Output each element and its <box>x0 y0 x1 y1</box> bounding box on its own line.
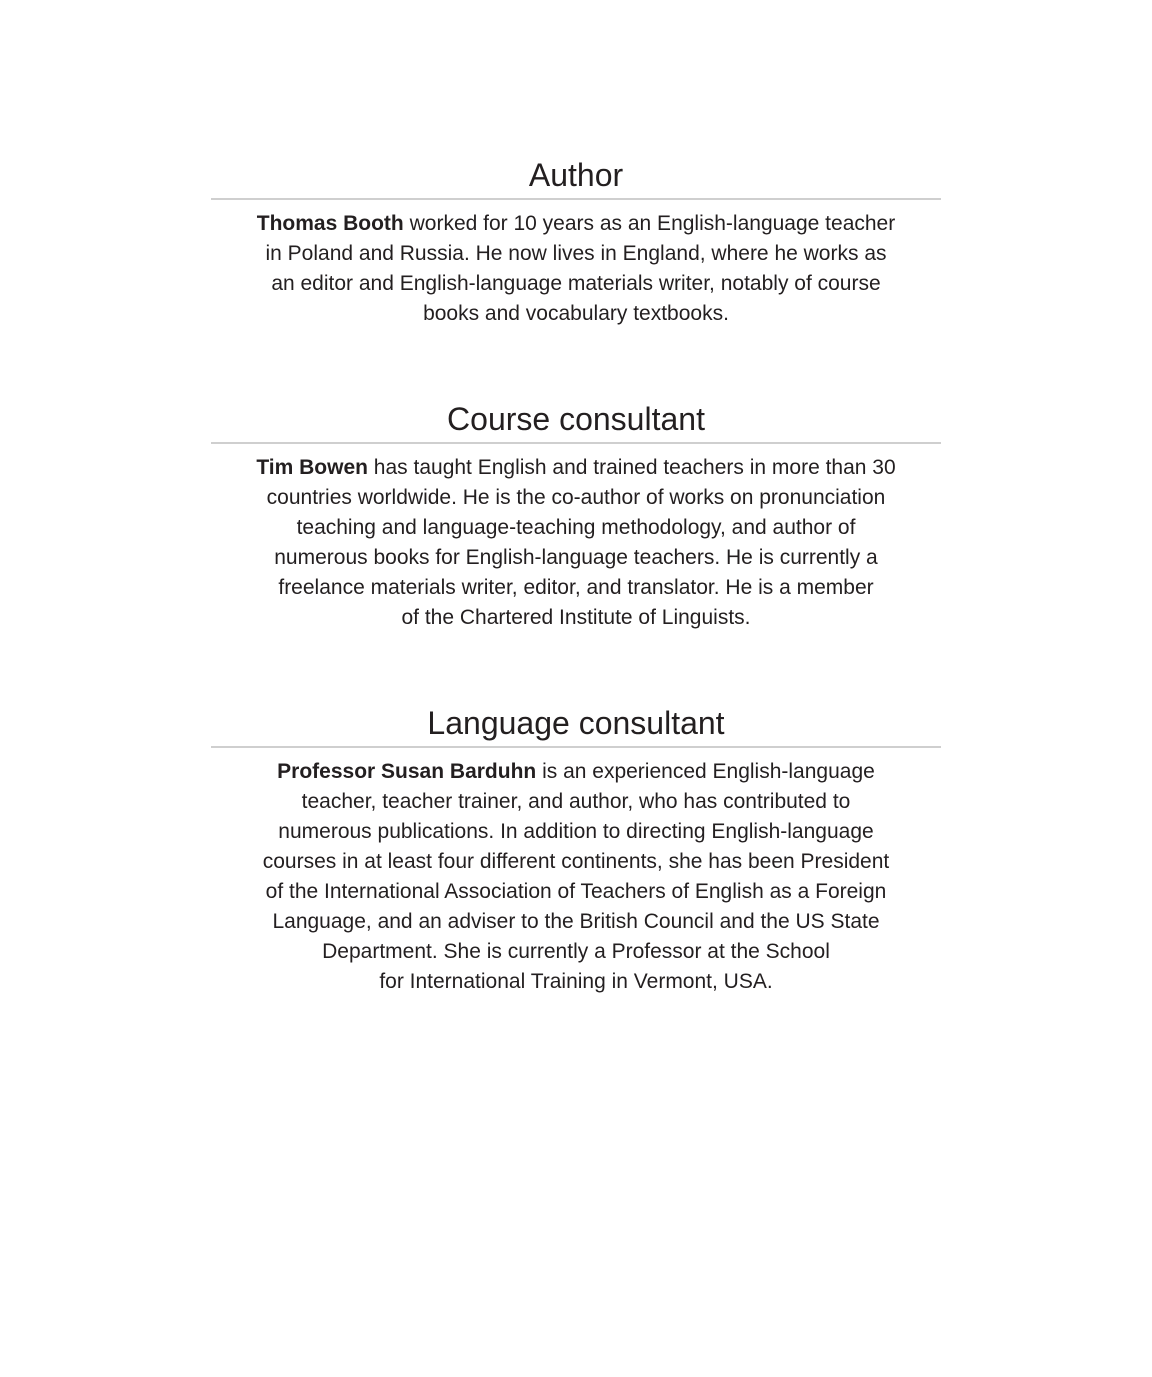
bio-line: of the Chartered Institute of Linguists. <box>401 606 751 629</box>
bio-line: numerous publications. In addition to directing English-language <box>278 820 874 843</box>
bio-line: books and vocabulary textbooks. <box>423 302 729 325</box>
bio-line: countries worldwide. He is the co-author of works on pronunciation <box>266 486 886 509</box>
language-consultant-bio <box>211 748 941 997</box>
bio-line: an editor and English-language materials writer, notably of course <box>271 272 881 295</box>
bio-line: numerous books for English-language teachers. He is currently a <box>274 546 878 569</box>
bio-line: for International Training in Vermont, USA. <box>379 970 773 993</box>
person-name: Thomas Booth <box>256 212 404 235</box>
person-name: Professor Susan Barduhn <box>277 760 537 783</box>
bio-line: Department. She is currently a Professor at the School <box>322 940 830 963</box>
section-heading-author: Author <box>211 152 941 200</box>
author-bio <box>211 200 941 329</box>
author-section <box>211 152 941 329</box>
bio-line: teacher, teacher trainer, and author, who has contributed to <box>301 790 851 813</box>
bio-line: teaching and language-teaching methodology, and author of <box>296 516 856 539</box>
bio-line <box>211 453 941 483</box>
bio-text: is an experienced English-language <box>536 760 875 783</box>
section-heading-course-consultant: Course consultant <box>211 396 941 444</box>
person-name: Tim Bowen <box>256 456 368 479</box>
bio-line <box>211 209 941 239</box>
bio-line: Language, and an adviser to the British Council and the US State <box>272 910 880 933</box>
bio-line: in Poland and Russia. He now lives in England, where he works as <box>265 242 887 265</box>
course-consultant-section <box>211 396 941 633</box>
section-heading-language-consultant: Language consultant <box>211 700 941 748</box>
course-consultant-bio <box>211 444 941 633</box>
language-consultant-section <box>211 700 941 997</box>
bio-text: has taught English and trained teachers in more than 30 <box>367 456 896 479</box>
bio-line <box>211 757 941 787</box>
bio-line: courses in at least four different continents, she has been President <box>262 850 890 873</box>
bio-text: worked for 10 years as an English-language teacher <box>403 212 896 235</box>
bio-line: of the International Association of Teachers of English as a Foreign <box>265 880 887 903</box>
bio-line: freelance materials writer, editor, and translator. He is a member <box>278 576 874 599</box>
